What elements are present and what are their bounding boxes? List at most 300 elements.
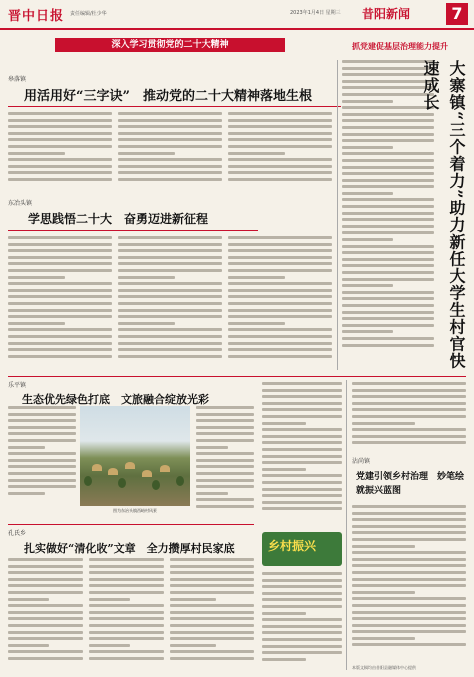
text-line — [170, 644, 216, 647]
text-line — [8, 171, 112, 174]
text-line — [342, 100, 393, 103]
text-line — [8, 315, 112, 318]
article-kicker: 乐平镇 — [8, 382, 27, 389]
text-line — [352, 435, 466, 438]
text-line — [196, 492, 228, 495]
text-line — [352, 571, 466, 574]
tree-icon — [84, 476, 92, 486]
text-line — [170, 584, 254, 587]
hut-icon — [125, 462, 135, 469]
text-line — [118, 243, 222, 246]
divider — [8, 376, 466, 377]
text-line — [228, 262, 332, 265]
text-line — [89, 637, 164, 640]
text-line — [342, 205, 434, 208]
text-line — [262, 579, 342, 582]
text-line — [228, 112, 332, 115]
text-line — [352, 382, 466, 385]
text-line — [262, 441, 342, 444]
text-line — [342, 192, 393, 195]
text-line — [342, 238, 393, 241]
text-line — [342, 139, 434, 142]
text-line — [352, 395, 466, 398]
text-line — [8, 138, 112, 141]
text-line — [342, 324, 434, 327]
text-line — [342, 245, 434, 248]
text-line — [8, 432, 76, 435]
text-line — [262, 422, 306, 425]
text-line — [262, 618, 342, 621]
text-line — [262, 382, 342, 385]
text-line — [8, 591, 83, 594]
text-line — [262, 631, 342, 634]
text-line — [8, 335, 112, 338]
article-body — [170, 558, 254, 670]
editor-credit: 责任编辑/杜少华 — [70, 11, 107, 17]
text-line — [342, 258, 434, 261]
text-line — [8, 584, 83, 587]
text-line — [8, 406, 76, 409]
text-line — [352, 604, 466, 607]
text-line — [352, 551, 466, 554]
landscape-photo — [80, 406, 190, 506]
article-body — [352, 382, 466, 452]
text-line — [228, 152, 285, 155]
text-line — [342, 251, 434, 254]
text-line — [228, 119, 332, 122]
text-line — [170, 565, 254, 568]
text-line — [342, 133, 434, 136]
text-line — [342, 159, 434, 162]
text-line — [342, 185, 434, 188]
text-line — [118, 249, 222, 252]
text-line — [262, 455, 342, 458]
text-line — [228, 165, 332, 168]
text-line — [352, 597, 466, 600]
text-line — [118, 289, 222, 292]
text-line — [8, 243, 112, 246]
text-line — [262, 501, 342, 504]
text-line — [118, 342, 222, 345]
text-line — [228, 256, 332, 259]
text-line — [262, 612, 306, 615]
text-line — [118, 165, 222, 168]
text-line — [8, 465, 76, 468]
text-line — [342, 198, 434, 201]
newspaper-logo: 晋中日报 — [8, 9, 65, 24]
text-line — [262, 585, 342, 588]
text-line — [342, 166, 434, 169]
text-line — [8, 650, 83, 653]
text-line — [352, 558, 466, 561]
text-line — [228, 269, 332, 272]
vertical-headline: 大寨镇“三个着力”助力新任大学生村官快速成长 — [421, 60, 466, 370]
text-line — [170, 611, 254, 614]
text-line — [262, 408, 342, 411]
text-line — [118, 171, 222, 174]
text-line — [262, 415, 342, 418]
text-line — [8, 631, 83, 634]
text-line — [352, 408, 466, 411]
hut-icon — [108, 468, 118, 475]
text-line — [228, 342, 332, 345]
text-line — [8, 452, 76, 455]
text-line — [8, 604, 83, 607]
tree-icon — [152, 480, 160, 490]
article-body — [352, 505, 466, 660]
text-line — [262, 507, 342, 510]
hut-icon — [160, 465, 170, 472]
text-line — [228, 355, 332, 358]
photo-caption: 图为东冶头镇西峪村风景 — [113, 508, 157, 513]
text-line — [342, 278, 434, 281]
text-line — [8, 446, 45, 449]
article-kicker: 沾尚镇 — [352, 458, 371, 465]
text-line — [8, 479, 76, 482]
text-line — [228, 125, 332, 128]
page-number: 7 — [446, 3, 468, 25]
article-headline: 生态优先绿色打底 文旅融合绽放光彩 — [22, 393, 209, 406]
text-line — [342, 264, 434, 267]
text-line — [89, 565, 164, 568]
text-line — [89, 571, 164, 574]
text-line — [228, 138, 332, 141]
text-line — [8, 571, 83, 574]
text-line — [170, 598, 216, 601]
text-line — [8, 249, 112, 252]
text-line — [342, 113, 434, 116]
text-line — [8, 282, 112, 285]
masthead — [0, 0, 474, 30]
text-line — [118, 262, 222, 265]
text-line — [118, 355, 222, 358]
text-line — [342, 284, 393, 287]
text-line — [170, 650, 254, 653]
tree-icon — [118, 478, 126, 488]
text-line — [118, 112, 222, 115]
text-line — [352, 545, 415, 548]
article-body — [118, 236, 222, 370]
text-line — [352, 428, 466, 431]
article-body — [89, 558, 164, 670]
text-line — [89, 598, 130, 601]
text-line — [8, 119, 112, 122]
text-line — [8, 578, 83, 581]
text-line — [8, 112, 112, 115]
text-line — [8, 322, 65, 325]
text-line — [89, 558, 164, 561]
text-line — [8, 439, 76, 442]
text-line — [342, 337, 434, 340]
hut-icon — [92, 464, 102, 471]
text-line — [262, 481, 342, 484]
text-line — [89, 617, 164, 620]
text-line — [342, 146, 393, 149]
text-line — [8, 565, 83, 568]
text-line — [262, 395, 342, 398]
text-line — [8, 152, 65, 155]
text-line — [118, 132, 222, 135]
column-banner-right: 抓党建促基层治理能力提升 — [352, 41, 448, 51]
text-line — [118, 322, 175, 325]
text-line — [118, 178, 222, 181]
text-line — [196, 439, 254, 442]
text-line — [8, 132, 112, 135]
text-line — [196, 452, 254, 455]
text-line — [8, 262, 112, 265]
text-line — [170, 631, 254, 634]
article-body — [196, 406, 254, 521]
rural-revitalization-logo — [262, 532, 342, 566]
text-line — [342, 231, 434, 234]
text-line — [8, 309, 112, 312]
text-line — [228, 243, 332, 246]
text-line — [196, 419, 254, 422]
text-line — [262, 435, 342, 438]
text-line — [342, 172, 434, 175]
text-line — [228, 328, 332, 331]
text-line — [8, 256, 112, 259]
text-line — [170, 591, 254, 594]
text-line — [170, 637, 254, 640]
text-line — [228, 282, 332, 285]
section-title: 昔阳新闻 — [362, 7, 411, 21]
text-line — [8, 472, 76, 475]
text-line — [352, 415, 466, 418]
text-line — [228, 348, 332, 351]
text-line — [89, 644, 130, 647]
text-line — [89, 657, 164, 660]
divider — [8, 524, 254, 525]
text-line — [118, 269, 222, 272]
text-line — [352, 441, 466, 444]
text-line — [8, 558, 83, 561]
text-line — [262, 645, 342, 648]
text-line — [196, 406, 254, 409]
text-line — [352, 611, 466, 614]
text-line — [262, 428, 342, 431]
text-line — [89, 604, 164, 607]
logo-text: 乡村振兴 — [268, 539, 317, 553]
text-line — [262, 402, 342, 405]
text-line — [8, 302, 112, 305]
text-line — [196, 479, 254, 482]
article-body — [228, 112, 332, 192]
text-line — [196, 472, 254, 475]
article-kicker: 皋落镇 — [8, 76, 27, 83]
text-line — [342, 330, 393, 333]
text-line — [89, 591, 164, 594]
text-line — [352, 591, 415, 594]
text-line — [8, 485, 76, 488]
text-line — [196, 498, 254, 501]
text-line — [262, 651, 342, 654]
text-line — [228, 178, 332, 181]
text-line — [262, 488, 342, 491]
text-line — [118, 328, 222, 331]
text-line — [196, 426, 254, 429]
text-line — [352, 531, 466, 534]
article-kicker: 东冶头镇 — [8, 200, 33, 207]
text-line — [196, 446, 228, 449]
text-line — [262, 605, 342, 608]
text-line — [228, 158, 332, 161]
article-body — [118, 112, 222, 192]
text-line — [8, 413, 76, 416]
text-line — [8, 178, 112, 181]
text-line — [352, 617, 466, 620]
text-line — [89, 624, 164, 627]
text-line — [118, 119, 222, 122]
text-line — [118, 309, 222, 312]
text-line — [228, 132, 332, 135]
text-line — [228, 309, 332, 312]
text-line — [352, 505, 466, 508]
text-line — [89, 584, 164, 587]
text-line — [118, 125, 222, 128]
text-line — [118, 315, 222, 318]
article-headline: 党建引领乡村治理 妙笔绘就振兴蓝图 — [356, 472, 465, 496]
text-line — [8, 355, 112, 358]
hut-icon — [142, 470, 152, 477]
divider — [8, 230, 258, 231]
text-line — [262, 494, 342, 497]
text-line — [8, 158, 112, 161]
text-line — [118, 276, 175, 279]
text-line — [262, 474, 342, 477]
text-line — [8, 624, 83, 627]
text-line — [118, 295, 222, 298]
text-line — [118, 152, 175, 155]
text-line — [352, 637, 415, 640]
text-line — [89, 578, 164, 581]
text-line — [262, 572, 342, 575]
text-line — [196, 432, 254, 435]
text-line — [8, 328, 112, 331]
text-line — [196, 465, 254, 468]
text-line — [118, 236, 222, 239]
text-line — [352, 518, 466, 521]
text-line — [196, 459, 254, 462]
text-line — [352, 402, 466, 405]
text-line — [352, 624, 466, 627]
text-line — [170, 578, 254, 581]
article-body — [8, 236, 112, 370]
text-line — [118, 302, 222, 305]
divider — [8, 106, 341, 107]
text-line — [89, 611, 164, 614]
text-line — [262, 598, 342, 601]
text-line — [118, 282, 222, 285]
text-line — [8, 145, 112, 148]
text-line — [8, 459, 76, 462]
text-line — [228, 295, 332, 298]
text-line — [342, 179, 434, 182]
text-line — [118, 145, 222, 148]
text-line — [8, 269, 112, 272]
article-headline: 学思践悟二十大 奋勇迈进新征程 — [28, 212, 209, 226]
text-line — [228, 335, 332, 338]
text-line — [118, 348, 222, 351]
text-line — [262, 658, 306, 661]
text-line — [228, 249, 332, 252]
text-line — [342, 344, 434, 347]
text-line — [228, 171, 332, 174]
text-line — [342, 152, 434, 155]
text-line — [8, 426, 76, 429]
text-line — [170, 657, 254, 660]
text-line — [228, 289, 332, 292]
article-body — [262, 382, 342, 527]
text-line — [170, 617, 254, 620]
tree-icon — [176, 476, 184, 486]
article-headline: 扎实做好“清化收”文章 全力攒厚村民家底 — [24, 542, 235, 555]
text-line — [228, 145, 332, 148]
text-line — [352, 389, 466, 392]
text-line — [342, 218, 434, 221]
text-line — [352, 643, 466, 646]
text-line — [8, 276, 65, 279]
text-line — [170, 571, 254, 574]
article-kicker: 孔氏乡 — [8, 530, 27, 537]
text-line — [342, 304, 434, 307]
text-line — [8, 236, 112, 239]
text-line — [342, 317, 434, 320]
text-line — [196, 505, 254, 508]
text-line — [352, 630, 466, 633]
text-line — [118, 256, 222, 259]
text-line — [8, 611, 83, 614]
text-line — [196, 485, 254, 488]
text-line — [228, 315, 332, 318]
text-line — [228, 302, 332, 305]
text-line — [8, 419, 76, 422]
text-line — [342, 311, 434, 314]
article-body — [262, 572, 342, 670]
text-line — [352, 564, 466, 567]
text-line — [196, 413, 254, 416]
text-line — [8, 348, 112, 351]
text-line — [262, 638, 342, 641]
text-line — [342, 291, 434, 294]
text-line — [352, 525, 466, 528]
text-line — [170, 604, 254, 607]
text-line — [352, 584, 466, 587]
article-headline: 用活用好“三字诀” 推动党的二十大精神落地生根 — [24, 89, 312, 104]
text-line — [262, 468, 306, 471]
text-line — [89, 631, 164, 634]
text-line — [262, 389, 342, 392]
text-line — [262, 625, 342, 628]
footer-note: 本版文稿均由昔阳县融媒体中心提供 — [352, 665, 416, 670]
text-line — [8, 637, 83, 640]
text-line — [352, 578, 466, 581]
text-line — [342, 297, 434, 300]
text-line — [8, 342, 112, 345]
article-body — [228, 236, 332, 370]
column-divider — [337, 60, 338, 370]
text-line — [342, 212, 434, 215]
text-line — [8, 289, 112, 292]
text-line — [170, 558, 254, 561]
text-line — [8, 492, 45, 495]
text-line — [170, 624, 254, 627]
column-divider — [346, 380, 347, 670]
text-line — [228, 276, 285, 279]
text-line — [342, 126, 434, 129]
text-line — [352, 538, 466, 541]
text-line — [118, 335, 222, 338]
